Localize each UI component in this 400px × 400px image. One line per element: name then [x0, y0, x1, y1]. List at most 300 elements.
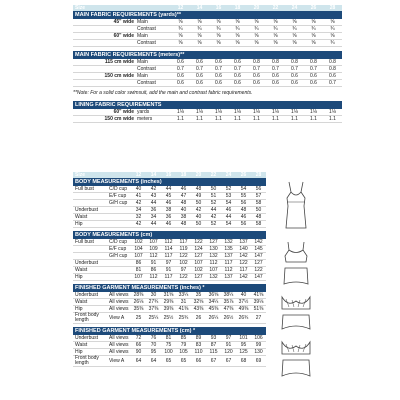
value-cell: 30: [146, 292, 161, 299]
value-cell: 42: [131, 221, 146, 228]
lining-row: [73, 116, 342, 123]
size-heading: 24: [225, 172, 232, 178]
value-cell: 52: [206, 200, 221, 207]
fabric-requirements-table: [73, 5, 342, 123]
fabric-part: Contrast: [137, 26, 171, 33]
value-cell: 83: [191, 342, 206, 349]
value-cell: 140: [236, 246, 251, 253]
value-cell: ⅝: [228, 19, 247, 26]
value-cell: 54: [221, 200, 236, 207]
value-cell: 117: [161, 274, 176, 281]
value-cell: ⅝: [266, 40, 285, 47]
body-cm-row: [73, 274, 266, 281]
lining-title-row: [73, 101, 342, 109]
value-cell: ⅝: [247, 40, 266, 47]
value-cell: ⅝: [304, 19, 323, 26]
fabric-width: [73, 66, 137, 73]
value-cell: ⅝: [190, 40, 209, 47]
value-cell: 70: [146, 342, 161, 349]
value-cell: 39⅛: [251, 299, 266, 306]
size-heading: 18: [234, 5, 241, 11]
measure-sub: View A: [109, 356, 131, 367]
value-cell: 137: [236, 239, 251, 246]
value-cell: 1⅛: [171, 109, 190, 116]
value-cell: 58: [251, 200, 266, 207]
value-cell: ⅝: [285, 40, 304, 47]
fabric-meters-title-row: [73, 51, 342, 59]
value-cell: ¾: [228, 26, 247, 33]
value-cell: 25: [131, 313, 146, 324]
value-cell: 26¼: [206, 313, 221, 324]
value-cell: 91: [161, 267, 176, 274]
value-cell: 42: [146, 186, 161, 193]
measure-label: Underbust: [73, 207, 109, 214]
body-cm-row: [73, 246, 266, 253]
value-cell: 127: [206, 239, 221, 246]
value-cell: 57: [251, 193, 266, 200]
value-cell: 48: [251, 214, 266, 221]
body-inches-title: BODY MEASUREMENTS (inches): [73, 178, 266, 186]
measure-label: Hip: [73, 274, 109, 281]
value-cell: 54: [221, 221, 236, 228]
value-cell: 0.6: [228, 59, 247, 66]
fabric-meters-title: MAIN FABRIC REQUIREMENTS (meters)**: [73, 51, 342, 59]
value-cell: 97: [221, 335, 236, 342]
value-cell: 64: [146, 356, 161, 367]
value-cell: 0.6: [171, 59, 190, 66]
fabric-meters-row: [73, 66, 342, 73]
size-heading: 28: [329, 5, 336, 11]
value-cell: 85: [176, 335, 191, 342]
value-cell: 127: [191, 253, 206, 260]
value-cell: 47: [176, 193, 191, 200]
lining-title: LINING FABRIC REQUIREMENTS: [73, 101, 342, 109]
measure-sub: All views: [109, 349, 131, 356]
measure-sub: [109, 221, 131, 228]
value-cell: ⅝: [171, 40, 190, 47]
value-cell: 132: [221, 239, 236, 246]
value-cell: 130: [251, 349, 266, 356]
value-cell: 0.7: [285, 66, 304, 73]
measure-label: [73, 253, 109, 260]
value-cell: 43⅜: [191, 306, 206, 313]
value-cell: 104: [131, 246, 146, 253]
value-cell: 0.8: [285, 59, 304, 66]
value-cell: 64: [131, 356, 146, 367]
value-cell: ⅝: [209, 19, 228, 26]
value-cell: 1⅛: [323, 109, 342, 116]
size-heading: 16: [165, 172, 172, 178]
measure-sub: C/D cup: [109, 186, 131, 193]
value-cell: 68: [236, 356, 251, 367]
value-cell: 43: [146, 193, 161, 200]
lining-unit: yards: [137, 109, 171, 116]
value-cell: ⅝: [247, 33, 266, 40]
value-cell: 50: [251, 207, 266, 214]
value-cell: 0.6: [266, 80, 285, 87]
value-cell: 0.6: [247, 73, 266, 80]
value-cell: 35⅞: [221, 299, 236, 306]
body-inches-title-row: [73, 178, 266, 186]
fabric-width: [73, 80, 137, 87]
value-cell: 142: [251, 239, 266, 246]
measure-sub: G/H cup: [109, 200, 131, 207]
value-cell: ⅝: [228, 33, 247, 40]
value-cell: 46: [176, 186, 191, 193]
value-cell: 0.6: [190, 73, 209, 80]
value-cell: 0.7: [228, 66, 247, 73]
value-cell: 112: [146, 274, 161, 281]
value-cell: 102: [131, 239, 146, 246]
finished-inches-title: FINISHED GARMENT MEASUREMENTS (inches) *: [73, 284, 266, 292]
fabric-width: [73, 26, 137, 33]
value-cell: 132: [206, 253, 221, 260]
value-cell: 0.7: [190, 66, 209, 73]
fabric-width: 60" wide: [73, 109, 137, 116]
value-cell: 135: [221, 246, 236, 253]
value-cell: 56: [236, 200, 251, 207]
measurements-block: [73, 172, 266, 367]
fabric-requirements-block: [73, 5, 342, 123]
value-cell: 66: [191, 356, 206, 367]
fabric-meters-row: [73, 73, 342, 80]
value-cell: 26⅛: [131, 299, 146, 306]
value-cell: ⅝: [266, 19, 285, 26]
value-cell: 112: [161, 239, 176, 246]
value-cell: 37⅜: [146, 306, 161, 313]
value-cell: 0.8: [323, 59, 342, 66]
value-cell: 86: [146, 267, 161, 274]
value-cell: 91: [146, 260, 161, 267]
value-cell: 0.7: [209, 66, 228, 73]
value-cell: 44: [161, 186, 176, 193]
value-cell: 107: [146, 239, 161, 246]
value-cell: 1⅛: [285, 109, 304, 116]
value-cell: ⅝: [228, 40, 247, 47]
fabric-width: 115 cm wide: [73, 59, 137, 66]
value-cell: 87: [206, 342, 221, 349]
measure-sub: [109, 274, 131, 281]
value-cell: 107: [131, 274, 146, 281]
value-cell: 56: [251, 186, 266, 193]
value-cell: ⅝: [247, 19, 266, 26]
value-cell: 46: [236, 214, 251, 221]
value-cell: 0.6: [247, 80, 266, 87]
fabric-part: Contrast: [137, 40, 171, 47]
size-heading: 12: [135, 172, 142, 178]
body-inches-row: [73, 200, 266, 207]
measure-sub: [109, 214, 131, 221]
value-cell: 115: [206, 349, 221, 356]
measure-label: Front body length: [73, 313, 109, 324]
value-cell: 36: [161, 214, 176, 221]
value-cell: 76: [146, 335, 161, 342]
fabric-width: 150 cm wide: [73, 73, 137, 80]
measure-sub: All views: [109, 335, 131, 342]
measure-sub: G/H cup: [109, 253, 131, 260]
value-cell: 44: [146, 221, 161, 228]
value-cell: 45⅜: [206, 306, 221, 313]
value-cell: 44: [206, 207, 221, 214]
value-cell: 69: [251, 356, 266, 367]
measure-sub: All views: [109, 299, 131, 306]
value-cell: 53: [221, 193, 236, 200]
value-cell: 67: [206, 356, 221, 367]
value-cell: 0.8: [266, 59, 285, 66]
value-cell: 27¾: [146, 299, 161, 306]
value-cell: 40: [176, 207, 191, 214]
value-cell: 0.7: [171, 66, 190, 73]
value-cell: 41⅝: [251, 292, 266, 299]
measure-label: Full bust: [73, 239, 109, 246]
value-cell: 114: [161, 246, 176, 253]
value-cell: 1.1: [190, 116, 209, 123]
value-cell: 32: [131, 214, 146, 221]
value-cell: 31: [176, 299, 191, 306]
value-cell: 46: [161, 221, 176, 228]
swimsuit-view-a-drawing: [282, 180, 310, 232]
value-cell: 1.1: [247, 116, 266, 123]
value-cell: 54: [236, 186, 251, 193]
measure-label: [73, 193, 109, 200]
value-cell: 107: [191, 260, 206, 267]
value-cell: 117: [221, 260, 236, 267]
size-heading: 18: [180, 172, 187, 178]
measure-label: [73, 200, 109, 207]
fabric-yards-row: [73, 26, 342, 33]
value-cell: 122: [176, 253, 191, 260]
measure-label: Underbust: [73, 292, 109, 299]
measure-label: Front body length: [73, 356, 109, 367]
size-heading: 28: [255, 172, 262, 178]
value-cell: 50: [191, 200, 206, 207]
value-cell: 75: [161, 342, 176, 349]
value-cell: 48: [176, 200, 191, 207]
finished-cm-row: [73, 356, 266, 367]
value-cell: 65: [161, 356, 176, 367]
value-cell: 72: [131, 335, 146, 342]
fabric-note: **Note: For a solid color swimsuit, add the main and contrast fabric requirements.: [73, 90, 253, 96]
body-cm-title: BODY MEASUREMENTS (cm): [73, 231, 266, 239]
value-cell: ¾: [247, 26, 266, 33]
body-inches-row: [73, 214, 266, 221]
measurements-table: [73, 172, 266, 367]
value-cell: 46: [221, 207, 236, 214]
value-cell: 0.6: [228, 80, 247, 87]
measure-sub: [109, 260, 131, 267]
size-heading: 24: [291, 5, 298, 11]
value-cell: 147: [251, 253, 266, 260]
value-cell: 25¼: [146, 313, 161, 324]
value-cell: 0.6: [190, 59, 209, 66]
value-cell: 41: [131, 193, 146, 200]
value-cell: 142: [236, 253, 251, 260]
value-cell: 26½: [221, 313, 236, 324]
value-cell: ⅝: [171, 19, 190, 26]
value-cell: 122: [251, 267, 266, 274]
swimsuit-view-d-drawing: [278, 338, 314, 394]
measure-sub: E/F cup: [109, 246, 131, 253]
value-cell: ⅝: [285, 19, 304, 26]
value-cell: ¾: [209, 26, 228, 33]
measure-label: Waist: [73, 267, 109, 274]
value-cell: 40: [236, 292, 251, 299]
value-cell: 89: [191, 335, 206, 342]
value-cell: ⅝: [323, 19, 342, 26]
value-cell: 109: [146, 246, 161, 253]
value-cell: 46: [161, 200, 176, 207]
finished-inches-row: [73, 299, 266, 306]
value-cell: 33¼: [176, 292, 191, 299]
value-cell: 105: [176, 349, 191, 356]
value-cell: 26¾: [236, 313, 251, 324]
value-cell: 44: [221, 214, 236, 221]
value-cell: ⅝: [209, 33, 228, 40]
value-cell: ¾: [266, 26, 285, 33]
value-cell: 39⅜: [161, 306, 176, 313]
finished-cm-title: FINISHED GARMENT MEASUREMENTS (cm) *: [73, 327, 266, 335]
measure-label: Underbust: [73, 260, 109, 267]
value-cell: 120: [221, 349, 236, 356]
value-cell: 42: [131, 200, 146, 207]
size-label: Size: [75, 5, 86, 11]
fabric-part: Main: [137, 19, 171, 26]
measure-sub: All views: [109, 292, 131, 299]
value-cell: 0.8: [323, 66, 342, 73]
value-cell: 142: [236, 274, 251, 281]
value-cell: 79: [176, 342, 191, 349]
fabric-meters-row: [73, 80, 342, 87]
value-cell: 31⅝: [161, 292, 176, 299]
value-cell: 36: [146, 207, 161, 214]
value-cell: 112: [146, 253, 161, 260]
size-heading: 14: [196, 5, 203, 11]
measure-label: Hip: [73, 349, 109, 356]
fabric-part: Contrast: [137, 80, 171, 87]
measure-sub: C/D cup: [109, 239, 131, 246]
measure-label: Hip: [73, 221, 109, 228]
measure-label: Waist: [73, 214, 109, 221]
size-heading: 26: [310, 5, 317, 11]
value-cell: 35: [191, 292, 206, 299]
value-cell: 48: [236, 207, 251, 214]
value-cell: 130: [206, 246, 221, 253]
size-heading: 22: [210, 172, 217, 178]
value-cell: 0.6: [209, 80, 228, 87]
value-cell: 0.6: [171, 80, 190, 87]
value-cell: 112: [221, 267, 236, 274]
value-cell: 122: [191, 239, 206, 246]
value-cell: 112: [206, 260, 221, 267]
finished-inches-title-row: [73, 284, 266, 292]
value-cell: ⅝: [285, 33, 304, 40]
value-cell: 145: [251, 246, 266, 253]
value-cell: 97: [176, 267, 191, 274]
fabric-width: 150 cm wide: [73, 116, 137, 123]
value-cell: 0.8: [247, 59, 266, 66]
measure-sub: View A: [109, 313, 131, 324]
value-cell: 122: [176, 274, 191, 281]
value-cell: 1⅛: [247, 109, 266, 116]
fabric-width: 60" wide: [73, 33, 137, 40]
measure-sub: E/F cup: [109, 193, 131, 200]
value-cell: 0.6: [209, 73, 228, 80]
value-cell: 106: [251, 335, 266, 342]
size-heading: 20: [195, 172, 202, 178]
body-inches-row: [73, 193, 266, 200]
value-cell: 25½: [161, 313, 176, 324]
value-cell: 90: [131, 349, 146, 356]
value-cell: 81: [131, 267, 146, 274]
size-label: Size: [75, 172, 86, 178]
value-cell: 137: [221, 274, 236, 281]
value-cell: 127: [191, 274, 206, 281]
value-cell: 47⅜: [221, 306, 236, 313]
measure-sub: All views: [109, 306, 131, 313]
value-cell: 35⅜: [131, 306, 146, 313]
value-cell: 1⅛: [190, 109, 209, 116]
value-cell: ⅝: [209, 40, 228, 47]
value-cell: 1.1: [285, 116, 304, 123]
value-cell: 107: [131, 253, 146, 260]
value-cell: 117: [161, 253, 176, 260]
size-heading: 16: [215, 5, 222, 11]
value-cell: 1⅛: [209, 109, 228, 116]
value-cell: 0.7: [323, 80, 342, 87]
value-cell: 147: [251, 274, 266, 281]
size-heading: 22: [272, 5, 279, 11]
value-cell: 102: [176, 260, 191, 267]
value-cell: 102: [191, 267, 206, 274]
value-cell: 34: [131, 207, 146, 214]
value-cell: 0.6: [304, 80, 323, 87]
lining-unit: meters: [137, 116, 171, 123]
value-cell: 40: [191, 214, 206, 221]
size-heading: 20: [253, 5, 260, 11]
measure-label: Underbust: [73, 335, 109, 342]
value-cell: 117: [236, 267, 251, 274]
value-cell: ¾: [304, 26, 323, 33]
value-cell: 67: [221, 356, 236, 367]
value-cell: 1.1: [266, 116, 285, 123]
value-cell: 58: [251, 221, 266, 228]
size-heading: 26: [240, 172, 247, 178]
value-cell: 0.7: [266, 66, 285, 73]
fabric-width: 45" wide: [73, 19, 137, 26]
measure-sub: [109, 267, 131, 274]
fabric-part: Main: [137, 33, 171, 40]
value-cell: 26: [191, 313, 206, 324]
measure-sub: [109, 207, 131, 214]
fabric-part: Contrast: [137, 66, 171, 73]
value-cell: 0.6: [209, 59, 228, 66]
value-cell: 1⅛: [228, 109, 247, 116]
value-cell: 52: [221, 186, 236, 193]
fabric-yards-title: MAIN FABRIC REQUIREMENTS (yards)**: [73, 11, 342, 19]
value-cell: 0.6: [304, 73, 323, 80]
value-cell: 49: [191, 193, 206, 200]
measure-label: Waist: [73, 299, 109, 306]
measure-label: Waist: [73, 342, 109, 349]
value-cell: 99: [251, 342, 266, 349]
value-cell: 52: [206, 221, 221, 228]
measure-label: [73, 246, 109, 253]
measure-sub: All views: [109, 342, 131, 349]
value-cell: 110: [191, 349, 206, 356]
value-cell: ⅝: [304, 33, 323, 40]
value-cell: 38: [176, 214, 191, 221]
value-cell: 95: [236, 342, 251, 349]
